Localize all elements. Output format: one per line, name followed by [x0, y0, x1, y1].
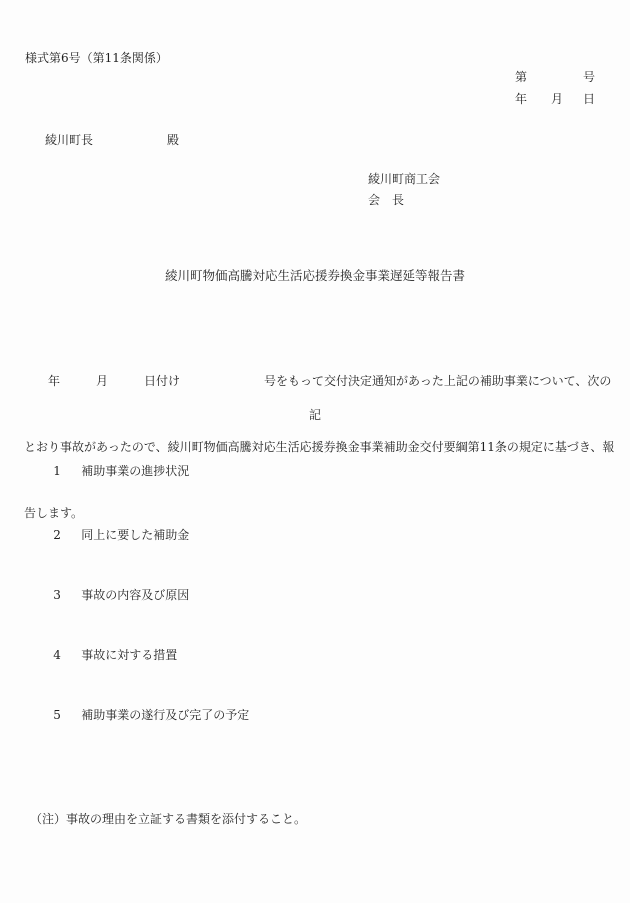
date-year-label: 年: [515, 92, 528, 106]
list-item: [38, 512, 189, 557]
item-number: 5: [53, 708, 61, 722]
document-number-prefix: 第: [515, 70, 528, 84]
list-item: [38, 692, 249, 737]
item-number: 3: [53, 588, 61, 602]
addressee-name: 綾川町長: [45, 133, 94, 147]
item-number: 2: [53, 528, 61, 542]
list-item: [38, 572, 189, 617]
item-number: 4: [53, 648, 61, 662]
record-marker: 記: [308, 408, 321, 422]
body-line-1: 年 月 日付け 号をもって交付決定通知があった上記の補助事業について、次の: [24, 374, 612, 388]
sender-organization: 綾川町商工会: [368, 172, 441, 186]
item-number: 1: [53, 464, 61, 478]
footnote: （注）事故の理由を立証する書類を添付すること。: [30, 812, 307, 826]
item-label: 事故の内容及び原因: [81, 588, 190, 602]
addressee-honorific: 殿: [167, 133, 180, 147]
document-number-suffix: 号: [583, 70, 596, 84]
item-label: 補助事業の進捗状況: [81, 464, 190, 478]
date-month-label: 月: [551, 92, 564, 106]
item-label: 補助事業の遂行及び完了の予定: [81, 708, 250, 722]
sender-role: 会 長: [368, 193, 405, 207]
document-title: 綾川町物価高騰対応生活応援券換金事業遅延等報告書: [164, 268, 465, 283]
form-number: 様式第6号（第11条関係）: [25, 51, 168, 65]
list-item: [38, 632, 177, 677]
item-label: 同上に要した補助金: [81, 528, 190, 542]
body-line-3: 告します。: [24, 506, 84, 520]
item-label: 事故に対する措置: [81, 648, 178, 662]
body-line-2: とおり事故があったので、綾川町物価高騰対応生活応援券換金事業補助金交付要綱第11条の規定に基づき、報: [24, 440, 615, 454]
date-day-label: 日: [583, 92, 596, 106]
list-item: [38, 448, 189, 493]
